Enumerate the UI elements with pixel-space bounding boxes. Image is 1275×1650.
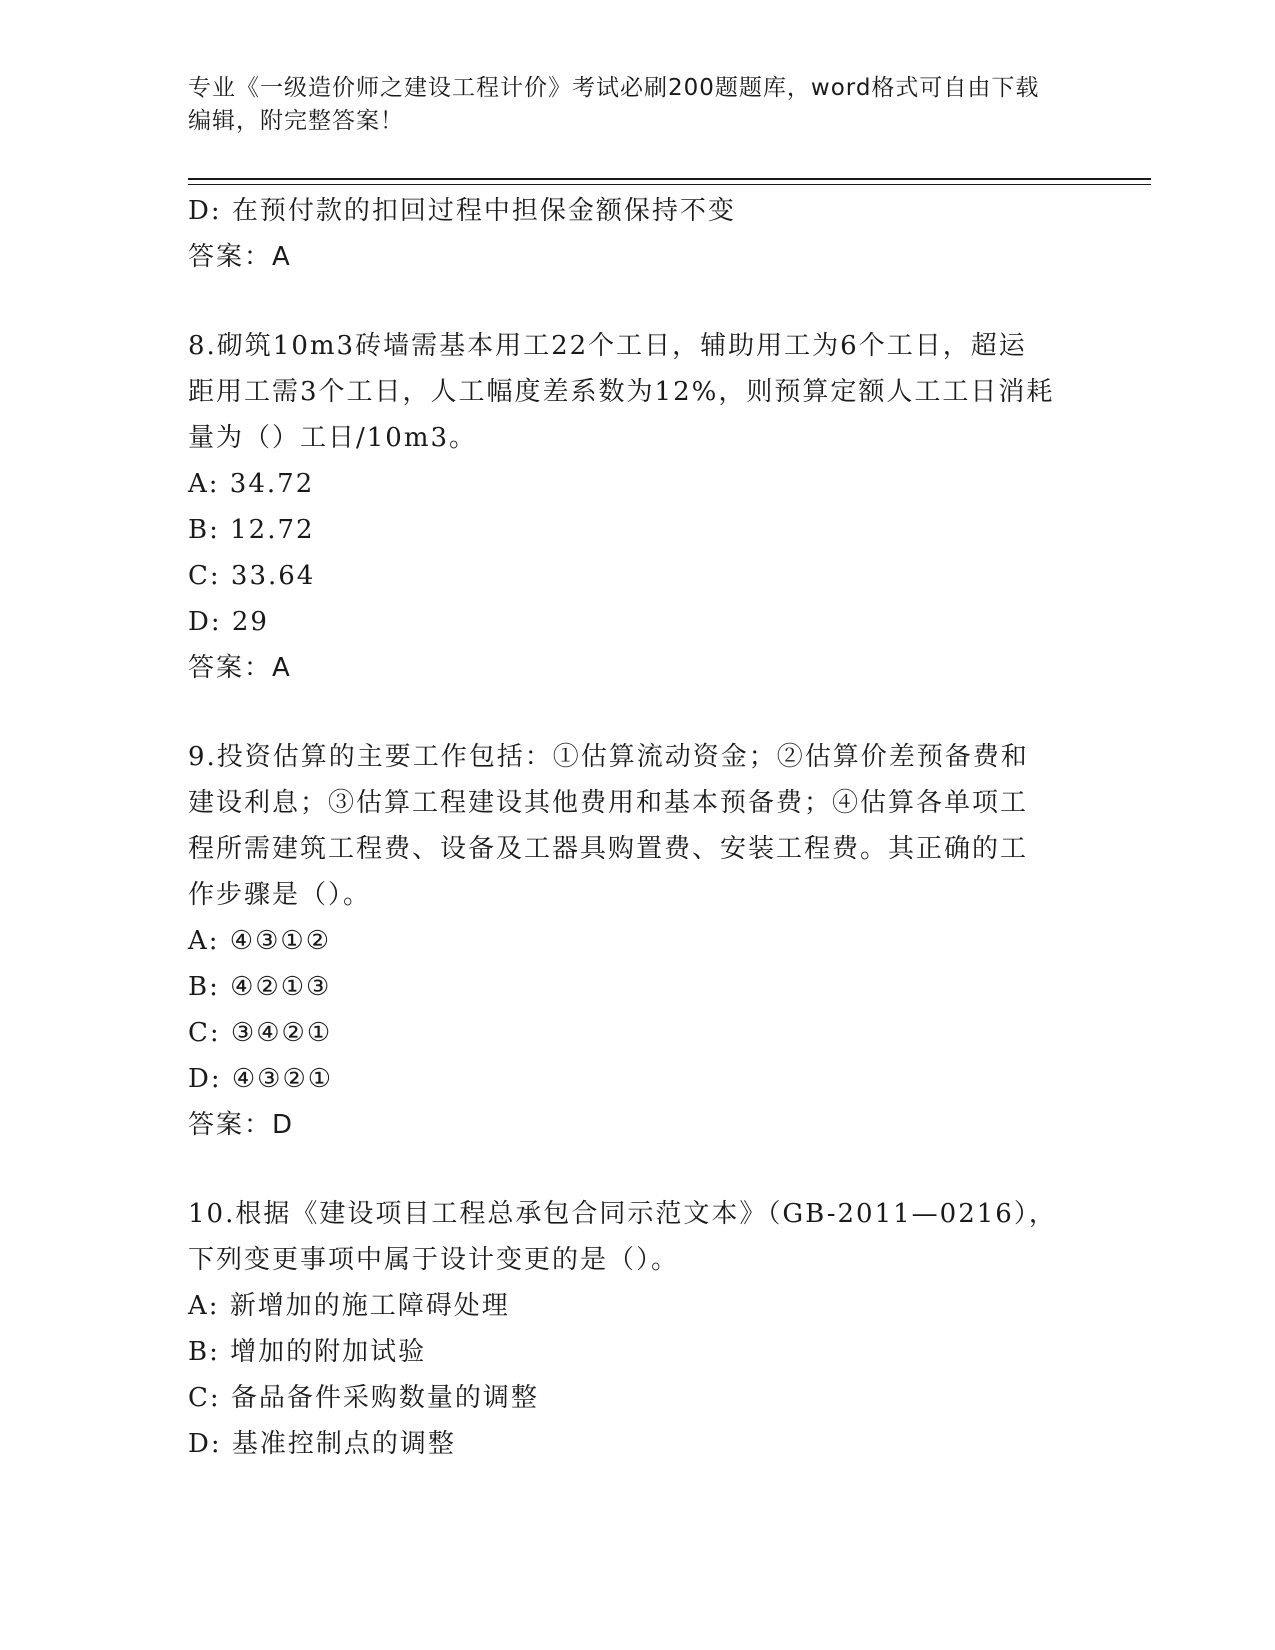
question-stem-line: 下列变更事项中属于设计变更的是（）。 xyxy=(188,1245,680,1275)
header-divider-thin xyxy=(188,184,1151,185)
question-stem-line: 作步骤是（）。 xyxy=(188,880,372,910)
question-7-tail xyxy=(188,188,1088,280)
question-10 xyxy=(188,1191,1088,1467)
answer-line: 答案：A xyxy=(188,653,292,683)
question-stem-line: 9.投资估算的主要工作包括：①估算流动资金；②估算价差预备费和 xyxy=(188,742,1029,772)
option-a: A: 34.72 xyxy=(188,469,315,499)
option-a: A: 新增加的施工障碍处理 xyxy=(188,1291,510,1321)
question-8 xyxy=(188,323,1088,691)
header-divider-thick xyxy=(188,178,1151,180)
question-stem-line: 8.砌筑10m3砖墙需基本用工22个工日，辅助用工为6个工日，超运 xyxy=(188,331,1027,361)
option-b: B: ④②①③ xyxy=(188,972,332,1002)
option-c: C: 备品备件采购数量的调整 xyxy=(188,1383,539,1413)
question-stem-line: 建设利息；③估算工程建设其他费用和基本预备费；④估算各单项工 xyxy=(188,788,1029,818)
option-d: D: 在预付款的扣回过程中担保金额保持不变 xyxy=(188,196,736,226)
question-9 xyxy=(188,734,1088,1148)
option-d: D: 29 xyxy=(188,607,269,637)
question-stem-line: 10.根据《建设项目工程总承包合同示范文本》（GB-2011—0216）， xyxy=(188,1199,1057,1229)
option-d: D: ④③②① xyxy=(188,1064,334,1094)
option-c: C: 33.64 xyxy=(188,561,316,591)
option-b: B: 增加的附加试验 xyxy=(188,1337,427,1367)
document-header xyxy=(188,72,1088,138)
question-stem-line: 程所需建筑工程费、设备及工器具购置费、安装工程费。其正确的工 xyxy=(188,834,1029,864)
header-line-2: 编辑，附完整答案！ xyxy=(188,108,404,134)
option-d: D: 基准控制点的调整 xyxy=(188,1429,456,1459)
answer-line: 答案：A xyxy=(188,242,292,272)
option-c: C: ③④②① xyxy=(188,1018,333,1048)
answer-line: 答案：D xyxy=(188,1110,295,1140)
option-a: A: ④③①② xyxy=(188,926,332,956)
option-b: B: 12.72 xyxy=(188,515,315,545)
header-line-1: 专业《一级造价师之建设工程计价》考试必刷200题题库，word格式可自由下载 xyxy=(188,75,1040,101)
document-body xyxy=(188,188,1088,1467)
question-stem-line: 量为（）工日/10m3。 xyxy=(188,423,478,453)
question-stem-line: 距用工需3个工日，人工幅度差系数为12%，则预算定额人工工日消耗 xyxy=(188,377,1055,407)
